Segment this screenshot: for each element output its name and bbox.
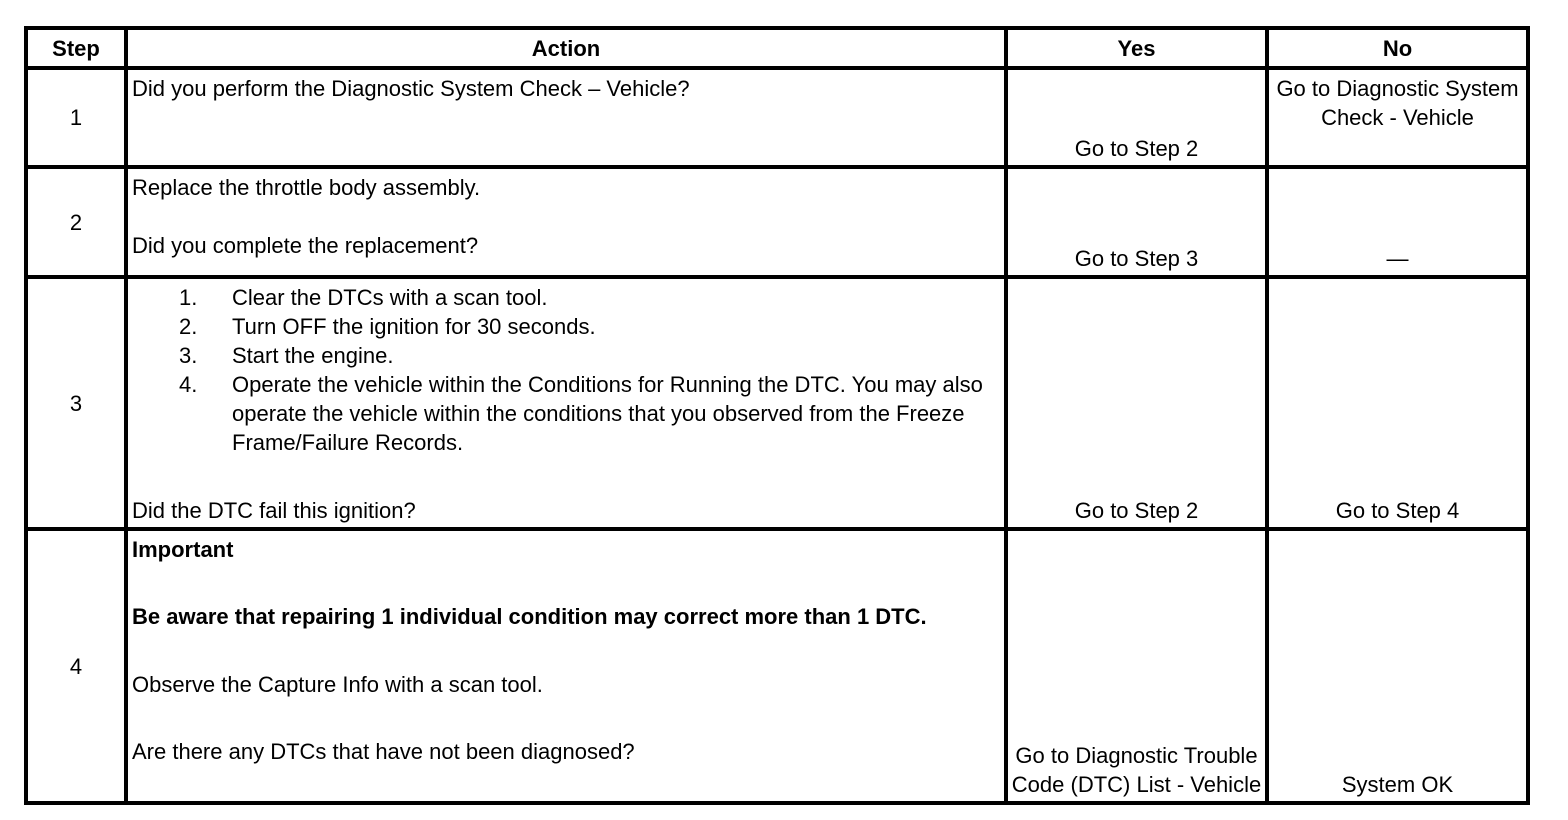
list-item bbox=[132, 283, 992, 312]
no-result bbox=[1267, 167, 1528, 277]
list-text: Start the engine. bbox=[232, 343, 394, 368]
action-cell bbox=[126, 529, 1006, 803]
step-number: 1 bbox=[26, 68, 126, 167]
list-item bbox=[132, 370, 992, 457]
table-row bbox=[26, 167, 1528, 277]
action-text: Did you perform the Diagnostic System Check – Vehicle? bbox=[132, 76, 690, 101]
list-text: Operate the vehicle within the Conditions for Running the DTC. You may also operate the vehicle within the conditions that you observed from the Freeze Frame/Failure Records. bbox=[232, 372, 983, 455]
yes-result: Go to Diagnostic Trouble Code (DTC) List - Vehicle bbox=[1006, 529, 1267, 803]
procedure-list bbox=[132, 283, 992, 457]
action-question: Did the DTC fail this ignition? bbox=[132, 498, 416, 523]
list-item bbox=[132, 341, 992, 370]
table-row bbox=[26, 529, 1528, 803]
yes-result: Go to Step 3 bbox=[1006, 167, 1267, 277]
header-yes: Yes bbox=[1006, 28, 1267, 68]
action-question: Did you complete the replacement? bbox=[132, 233, 479, 258]
header-row bbox=[26, 28, 1528, 68]
table-row bbox=[26, 68, 1528, 167]
action-question: Are there any DTCs that have not been diagnosed? bbox=[132, 739, 635, 764]
important-heading: Important bbox=[132, 537, 234, 562]
no-result: Go to Diagnostic System Check - Vehicle bbox=[1267, 68, 1528, 167]
list-text: Clear the DTCs with a scan tool. bbox=[232, 285, 548, 310]
list-number: 4. bbox=[179, 372, 198, 397]
yes-result: Go to Step 2 bbox=[1006, 277, 1267, 529]
list-item bbox=[132, 312, 992, 341]
list-text: Turn OFF the ignition for 30 seconds. bbox=[232, 314, 596, 339]
header-step: Step bbox=[26, 28, 126, 68]
no-result-text: — bbox=[1386, 246, 1409, 271]
table-row bbox=[26, 277, 1528, 529]
diagnostic-table bbox=[24, 26, 1530, 805]
action-cell bbox=[126, 277, 1006, 529]
yes-result: Go to Step 2 bbox=[1006, 68, 1267, 167]
list-number: 3. bbox=[179, 343, 198, 368]
header-no: No bbox=[1267, 28, 1528, 68]
list-number: 1. bbox=[179, 285, 198, 310]
action-text: Replace the throttle body assembly. bbox=[132, 175, 481, 200]
action-cell bbox=[126, 68, 1006, 167]
list-number: 2. bbox=[179, 314, 198, 339]
step-number: 4 bbox=[26, 529, 126, 803]
header-action: Action bbox=[126, 28, 1006, 68]
no-result: System OK bbox=[1267, 529, 1528, 803]
action-text: Observe the Capture Info with a scan tool. bbox=[132, 672, 543, 697]
important-text: Be aware that repairing 1 individual condition may correct more than 1 DTC. bbox=[132, 604, 927, 629]
step-number: 2 bbox=[26, 167, 126, 277]
step-number: 3 bbox=[26, 277, 126, 529]
action-cell bbox=[126, 167, 1006, 277]
no-result: Go to Step 4 bbox=[1267, 277, 1528, 529]
